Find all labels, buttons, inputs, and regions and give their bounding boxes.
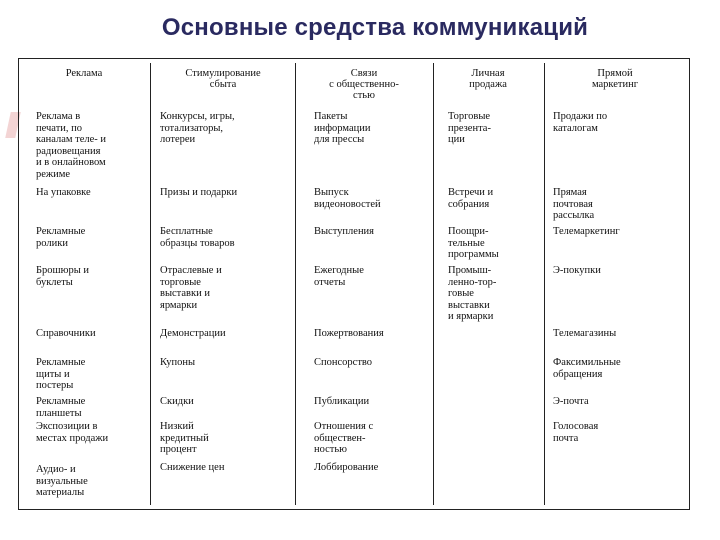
- header-public-relations: Связи с общественно- стью: [329, 68, 399, 102]
- page-title: Основные средства коммуникаций: [161, 14, 589, 41]
- cell-advertising-boards: Рекламные планшеты: [36, 396, 86, 419]
- header-sales-promotion: Стимулирование сбыта: [185, 68, 261, 91]
- cell-advertising-print-broadcast: Реклама в печати, по каналам теле- и радиовещания и в онлайновом режиме: [36, 111, 107, 180]
- cell-advertising-av-materials: Аудио- и визуальные материалы: [36, 464, 88, 499]
- cell-pr-publications: Публикации: [314, 396, 370, 407]
- header-personal-selling: Личная продажа: [469, 68, 507, 91]
- cell-pr-speeches: Выступления: [314, 226, 375, 237]
- cell-direct-fax: Факсимильные обращения: [553, 357, 621, 380]
- cell-pr-sponsorship: Спонсорство: [314, 357, 373, 368]
- cell-advertising-packaging: На упаковке: [36, 187, 91, 198]
- cell-advertising-directories: Справочники: [36, 328, 96, 339]
- cell-direct-voicemail: Голосовая почта: [553, 421, 599, 444]
- cell-selling-trade-fairs: Промыш- ленно-тор- говые выставки и ярмарки: [448, 265, 497, 323]
- cell-advertising-brochures: Брошюры и буклеты: [36, 265, 90, 288]
- cell-promo-demonstrations: Демонстрации: [160, 328, 226, 339]
- cell-selling-incentive-programs: Поощри- тельные программы: [448, 226, 499, 261]
- cell-advertising-pos-displays: Экспозиции в местах продажи: [36, 421, 109, 444]
- cell-promo-coupons: Купоны: [160, 357, 196, 368]
- cell-promo-samples: Бесплатные образцы товаров: [160, 226, 235, 249]
- cell-direct-e-shopping: Э-покупки: [553, 265, 601, 276]
- cell-pr-annual-reports: Ежегодные отчеты: [314, 265, 364, 288]
- cell-direct-tv-shopping: Телемагазины: [553, 328, 617, 339]
- cell-direct-catalog-sales: Продажи по каталогам: [553, 111, 608, 134]
- header-direct-marketing: Прямой маркетинг: [591, 68, 639, 91]
- cell-promo-low-interest: Низкий кредитный процент: [160, 421, 209, 456]
- cell-advertising-billboards: Рекламные щиты и постеры: [36, 357, 86, 392]
- column-divider: [433, 63, 434, 505]
- column-divider: [544, 63, 545, 505]
- cell-promo-gifts: Призы и подарки: [160, 187, 238, 198]
- cell-pr-video-news: Выпуск видеоновостей: [314, 187, 381, 210]
- cell-direct-email: Э-почта: [553, 396, 589, 407]
- cell-promo-contests: Конкурсы, игры, тотализаторы, лотереи: [160, 111, 235, 146]
- column-divider: [150, 63, 151, 505]
- cell-pr-lobbying: Лоббирование: [314, 462, 379, 473]
- cell-selling-presentations: Торговые презента- ции: [448, 111, 491, 146]
- cell-promo-discounts: Скидки: [160, 396, 194, 407]
- cell-selling-meetings: Встречи и собрания: [448, 187, 494, 210]
- column-divider: [295, 63, 296, 505]
- cell-promo-price-cuts: Снижение цен: [160, 462, 225, 473]
- cell-direct-telemarketing: Телемаркетинг: [553, 226, 620, 237]
- cell-pr-public-relations: Отношения с обществен- ностью: [314, 421, 374, 456]
- cell-pr-press-kits: Пакеты информации для прессы: [314, 111, 371, 146]
- cell-advertising-spots: Рекламные ролики: [36, 226, 86, 249]
- cell-promo-trade-shows: Отраслевые и торговые выставки и ярмарки: [160, 265, 222, 311]
- cell-pr-donations: Пожертвования: [314, 328, 384, 339]
- header-advertising: Реклама: [65, 68, 103, 79]
- cell-direct-mail: Прямая почтовая рассылка: [553, 187, 595, 222]
